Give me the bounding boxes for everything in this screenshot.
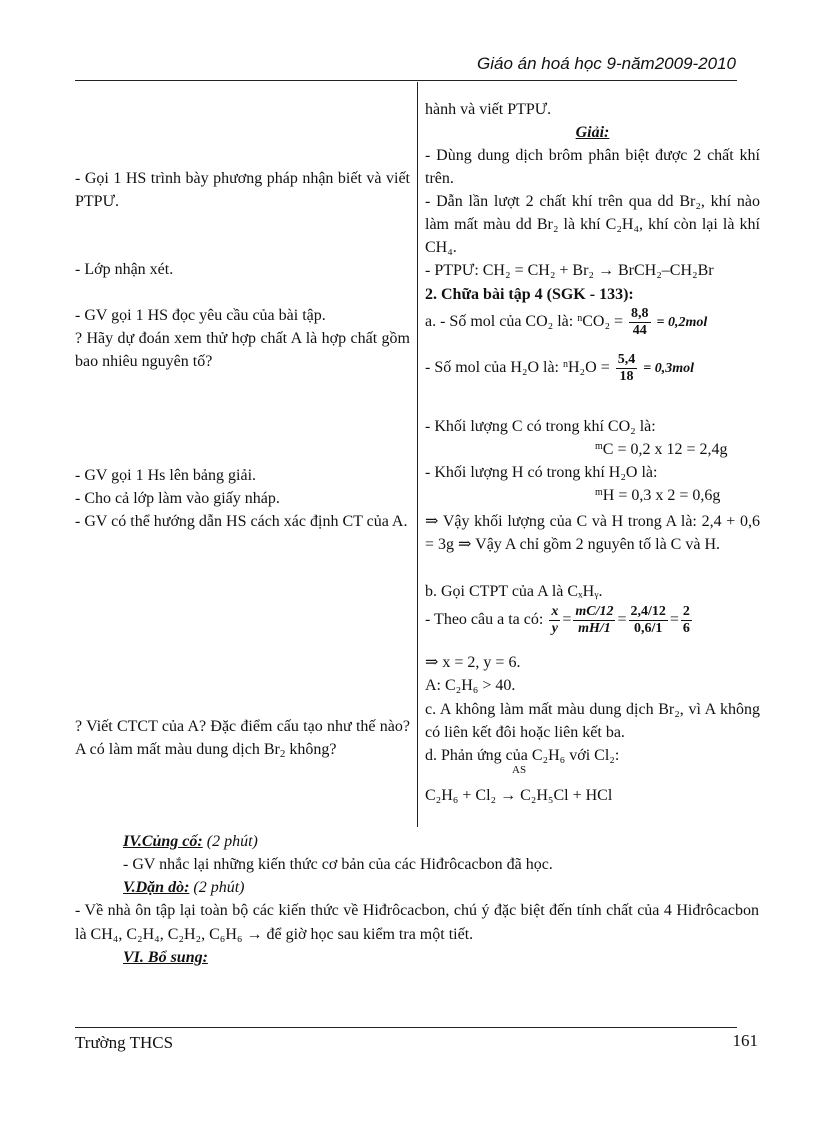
section-4-text: - GV nhắc lại những kiến thức cơ bản của các Hiđrôcacbon đã học.	[123, 856, 553, 873]
reaction-condition: AS	[512, 764, 527, 776]
header-rule	[75, 80, 737, 81]
mass-h-calc: $^m$H = 0,3 x 2 = 0,6g	[595, 487, 721, 504]
section-4-heading: IV.Củng cố: (2 phút)	[123, 833, 258, 850]
reaction-equation: C₂H₆ + Cl₂ → C₂H₅Cl + HCl	[425, 787, 613, 804]
mass-c-calc: $^m$C = 0,2 x 12 = 2,4g	[595, 441, 728, 458]
column-divider	[417, 82, 418, 827]
page-number: 161	[732, 1031, 758, 1050]
right-r10: b. Gọi CTPT của A là CₓHᵧ.	[425, 583, 603, 600]
right-r13: A: C₂H₆ > 40.	[425, 677, 516, 694]
right-r12: ⇒ x = 2, y = 6.	[425, 654, 521, 671]
left-p1: - Gọi 1 HS trình bày phương pháp nhận biết và viết PTPƯ.	[75, 170, 410, 210]
footer-rule	[75, 1027, 737, 1028]
left-p5: - GV gọi 1 Hs lên bảng giải.	[75, 467, 257, 484]
right-r9: ⇒ Vậy khối lượng của C và H trong A là: 2,4 + 0,6 = 3g ⇒ Vậy A chỉ gồm 2 nguyên tố là C và H.	[425, 513, 760, 553]
fraction-mass: $\frac{mC/12}{mH/1}$	[575, 604, 614, 636]
fraction-result: $\frac{2}{6}$	[682, 604, 690, 636]
left-p2: - Lớp nhận xét.	[75, 261, 174, 278]
fraction-xy: $\frac{x}{y}$	[551, 604, 559, 636]
section-6-heading: VI. Bổ sung:	[123, 949, 208, 966]
right-r8: - Khối lượng H có trong khí H₂O là:	[425, 464, 658, 481]
section-2-heading: 2. Chữa bài tập 4 (SGK - 133):	[425, 286, 634, 303]
right-r14: c. A không làm mất màu dung dịch Br₂, vì A không có liên kết đôi hoặc liên kết ba.	[425, 701, 760, 741]
fraction-values: $\frac{2,4/12}{0,6/1}$	[630, 604, 666, 636]
footer-school: Trường THCS	[75, 1033, 174, 1052]
section-5-heading: V.Dặn dò: (2 phút)	[123, 879, 245, 896]
right-r3: - Dẫn lần lượt 2 chất khí trên qua dd Br₂, khí nào làm mất màu dd Br₂ là khí C₂H₄, khí còn lại là khí CH₄.	[425, 193, 760, 256]
right-r4: - PTPƯ: CH₂ = CH₂ + Br₂ → BrCH₂–CH₂Br	[425, 262, 714, 279]
right-r15: d. Phản ứng của C₂H₆ với Cl₂:	[425, 747, 620, 764]
fraction-co2: $\frac{8,8}{44}$	[631, 306, 649, 338]
ratio-row: - Theo câu a ta có: $\frac{x}{y}$ = $\frac{mC/12}{mH/1}$ = $\frac{2,4/12}{0,6/1}$ = $\frac{2}{6}$	[425, 604, 690, 636]
section-5-text: - Về nhà ôn tập lại toàn bộ các kiến thức về Hiđrôcacbon, chú ý đặc biệt đến tính chất của 4 Hiđrôcacbon là CH₄, C₂H₄, C₂H₂, C₆H₆ → để giờ học sau kiểm tra một tiết.	[75, 902, 759, 943]
giai-heading: Giải:	[575, 124, 610, 141]
mol-co2-row: a. - Số mol của CO₂ là: $^n$CO₂ = $\frac{8,8}{44}$ = 0,2mol	[425, 306, 708, 338]
left-p6: - Cho cả lớp làm vào giấy nháp.	[75, 490, 280, 507]
mol-h2o-row: - Số mol của H₂O là: $^n$H₂O = $\frac{5,4}{18}$ = 0,3mol	[425, 352, 694, 384]
right-r1: hành và viết PTPƯ.	[425, 101, 552, 118]
page-header-title: Giáo án hoá học 9-năm2009-2010	[477, 54, 736, 73]
left-p7: - GV có thể hướng dẫn HS cách xác định CT của A.	[75, 513, 408, 530]
left-p3: - GV gọi 1 HS đọc yêu cầu của bài tập.	[75, 307, 326, 324]
left-p8: ? Viết CTCT của A? Đặc điểm cấu tạo như thế nào? A có làm mất màu dung dịch $Br_2$ không?	[75, 718, 410, 760]
right-r7: - Khối lượng C có trong khí CO₂ là:	[425, 418, 656, 435]
fraction-h2o: $\frac{5,4}{18}$	[617, 352, 636, 384]
left-p4: ? Hãy dự đoán xem thử hợp chất A là hợp chất gồm bao nhiêu nguyên tố?	[75, 330, 410, 370]
right-r2: - Dùng dung dịch brôm phân biệt được 2 chất khí trên.	[425, 147, 760, 187]
